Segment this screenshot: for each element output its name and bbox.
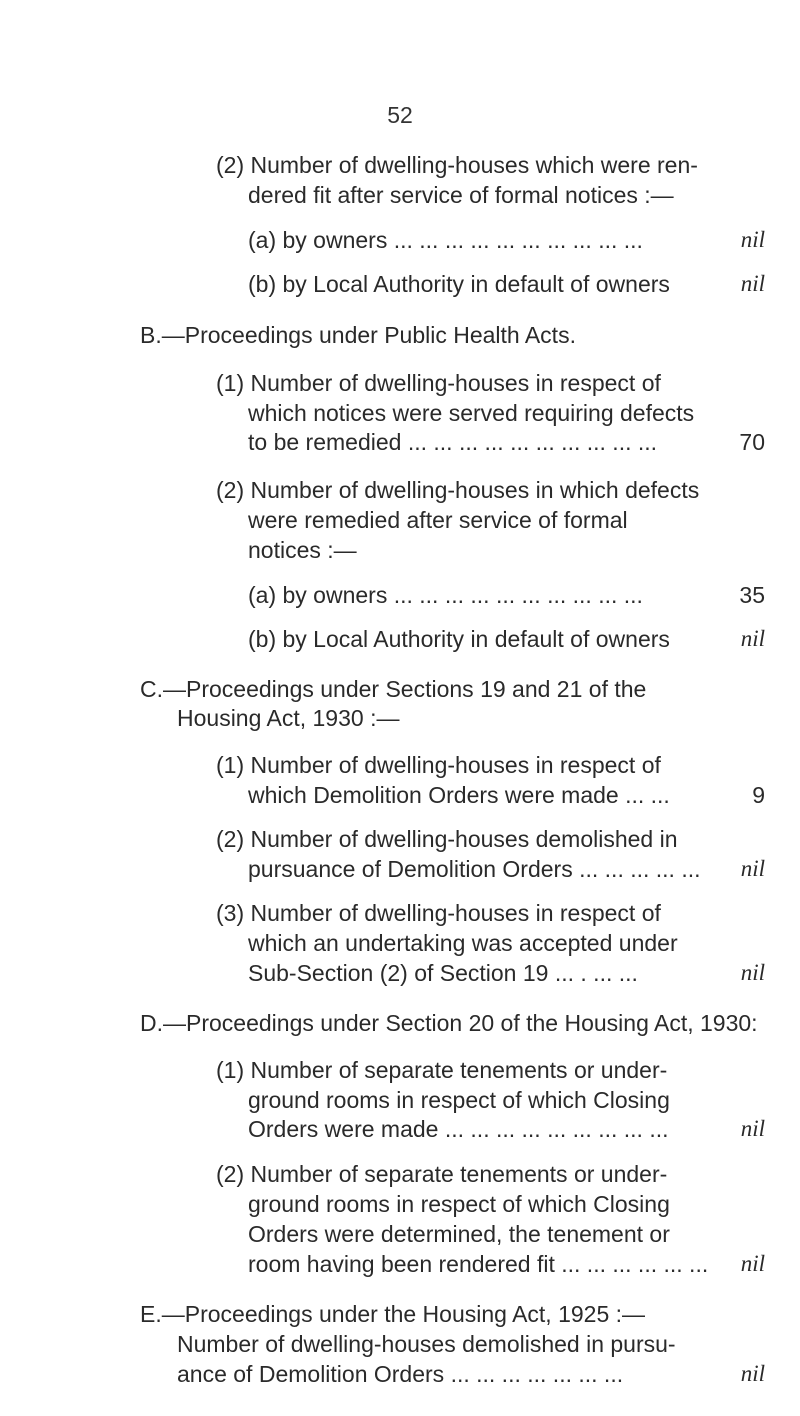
a2a-text: (a) by owners ... ... ... ... ... ... ... ... ... ... xyxy=(248,227,643,253)
e-value: nil xyxy=(740,1361,765,1386)
section-d-heading: D.—Proceedings under Section 20 of the Housing Act, 1930: xyxy=(140,1010,758,1036)
b2a-text: (a) by owners ... ... ... ... ... ... ... ... ... ... xyxy=(248,582,643,608)
a2-text-line-1: (2) Number of dwelling-houses which were ren- xyxy=(216,152,698,178)
d1-text-line-1: (1) Number of separate tenements or under- xyxy=(216,1057,668,1083)
section-e-heading: E.—Proceedings under the Housing Act, 1925 :— xyxy=(140,1301,646,1327)
b1-value: 70 xyxy=(739,429,765,455)
e-text-line-1: Number of dwelling-houses demolished in pursu- xyxy=(177,1331,676,1357)
b1-text-line-1: (1) Number of dwelling-houses in respect of xyxy=(216,370,661,396)
c2-text-line-2: pursuance of Demolition Orders ... ... ... ... ... xyxy=(248,856,701,882)
b2b-text: (b) by Local Authority in default of owners xyxy=(248,626,670,652)
a2a-value: nil xyxy=(740,227,765,252)
c1-text-line-1: (1) Number of dwelling-houses in respect of xyxy=(216,752,661,778)
d1-text-line-2: ground rooms in respect of which Closing xyxy=(248,1087,670,1113)
c2-text-line-1: (2) Number of dwelling-houses demolished in xyxy=(216,826,678,852)
b2-text-line-1: (2) Number of dwelling-houses in which defects xyxy=(216,477,700,503)
d2-text-line-1: (2) Number of separate tenements or under- xyxy=(216,1161,668,1187)
section-c-heading-line-2: Housing Act, 1930 :— xyxy=(177,705,400,731)
d2-value: nil xyxy=(740,1251,765,1276)
d2-text-line-2: ground rooms in respect of which Closing xyxy=(248,1191,670,1217)
a2-text-line-2: dered fit after service of formal notices :— xyxy=(248,182,674,208)
d1-text-line-3: Orders were made ... ... ... ... ... ... ... ... ... xyxy=(248,1116,669,1142)
c1-text-line-2: which Demolition Orders were made ... ... xyxy=(248,782,670,808)
c3-value: nil xyxy=(740,960,765,985)
b1-text-line-2: which notices were served requiring defects xyxy=(248,400,695,426)
d2-text-line-4: room having been rendered fit ... ... ... ... ... ... xyxy=(248,1251,709,1277)
d1-value: nil xyxy=(740,1116,765,1141)
section-b-heading: B.—Proceedings under Public Health Acts. xyxy=(140,322,576,348)
page-number: 52 xyxy=(387,102,413,128)
b2-text-line-3: notices :— xyxy=(248,537,357,563)
b2b-value: nil xyxy=(740,626,765,651)
a2b-value: nil xyxy=(740,271,765,296)
c3-text-line-3: Sub-Section (2) of Section 19 ... . ... ... xyxy=(248,960,638,986)
c2-value: nil xyxy=(740,856,765,881)
b1-text-line-3: to be remedied ... ... ... ... ... ... ... ... ... ... xyxy=(248,429,658,455)
e-text-line-2: ance of Demolition Orders ... ... ... ... ... ... ... xyxy=(177,1361,624,1387)
c3-text-line-2: which an undertaking was accepted under xyxy=(248,930,678,956)
a2b-text: (b) by Local Authority in default of owners xyxy=(248,271,670,297)
b2a-value: 35 xyxy=(739,582,765,608)
b2-text-line-2: were remedied after service of formal xyxy=(248,507,628,533)
section-c-heading-line-1: C.—Proceedings under Sections 19 and 21 of the xyxy=(140,676,647,702)
c1-value: 9 xyxy=(752,782,765,808)
c3-text-line-1: (3) Number of dwelling-houses in respect of xyxy=(216,900,661,926)
d2-text-line-3: Orders were determined, the tenement or xyxy=(248,1221,670,1247)
